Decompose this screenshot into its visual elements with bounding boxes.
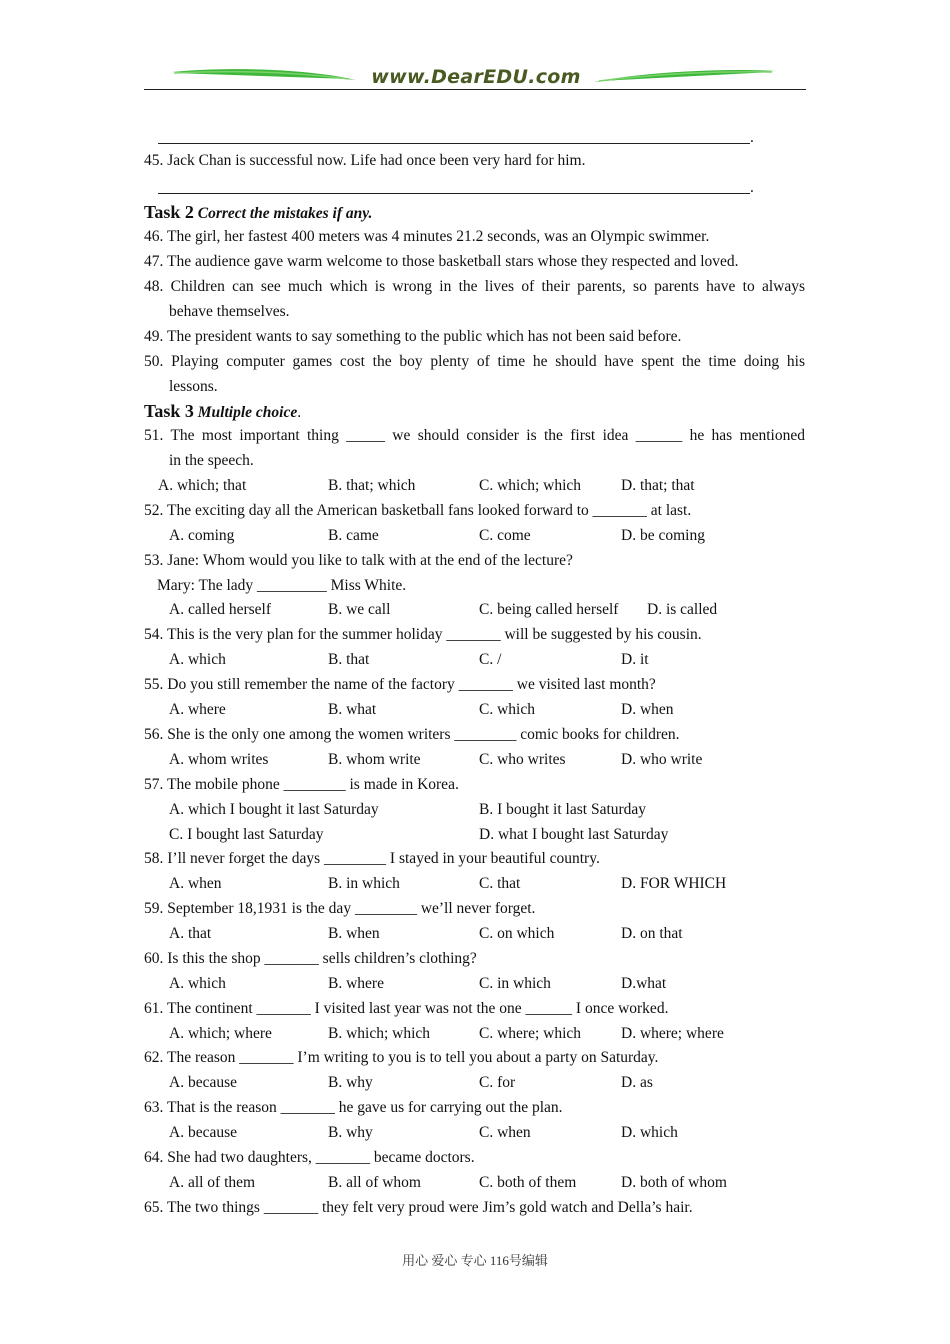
question-58: 58. I’ll never forget the days ________ I stayed in your beautiful country.	[144, 850, 600, 867]
option-b[interactable]: B. why	[328, 1074, 373, 1091]
option-b[interactable]: B. I bought it last Saturday	[479, 801, 647, 818]
option-c[interactable]: C. /	[479, 651, 502, 668]
question-46: 46. The girl, her fastest 400 meters was 4 minutes 21.2 seconds, was an Olympic swimmer.	[144, 228, 710, 245]
option-a[interactable]: A. when	[169, 875, 222, 892]
task-2-heading	[144, 202, 372, 224]
option-a[interactable]: A. coming	[169, 527, 235, 544]
option-a[interactable]: A. because	[169, 1074, 237, 1091]
option-d[interactable]: D. it	[621, 651, 649, 668]
option-a[interactable]: A. all of them	[169, 1174, 256, 1191]
option-c[interactable]: C. when	[479, 1124, 531, 1141]
option-b[interactable]: B. came	[328, 527, 379, 544]
question-64: 64. She had two daughters, _______ became doctors.	[144, 1149, 475, 1166]
option-b[interactable]: B. whom write	[328, 751, 421, 768]
option-a[interactable]: A. where	[169, 701, 226, 718]
option-c[interactable]: C. which; which	[479, 477, 582, 494]
question-63: 63. That is the reason _______ he gave us for carrying out the plan.	[144, 1099, 563, 1116]
option-d[interactable]: D. be coming	[621, 527, 705, 544]
option-b[interactable]: B. all of whom	[328, 1174, 421, 1191]
question-60: 60. Is this the shop _______ sells children’s clothing?	[144, 950, 477, 967]
option-c[interactable]: C. who writes	[479, 751, 566, 768]
option-c[interactable]: C. both of them	[479, 1174, 577, 1191]
option-a[interactable]: A. which I bought it last Saturday	[169, 801, 379, 818]
question-50-line2: lessons.	[169, 378, 218, 395]
task-description: Multiple choice	[197, 404, 298, 421]
option-b[interactable]: B. what	[328, 701, 377, 718]
option-d[interactable]: D. FOR WHICH	[621, 875, 727, 892]
option-d[interactable]: D. which	[621, 1124, 678, 1141]
question-48-line2: behave themselves.	[169, 303, 290, 320]
question-65: 65. The two things _______ they felt very proud were Jim’s gold watch and Della’s hair.	[144, 1199, 693, 1216]
option-d[interactable]: D. as	[621, 1074, 653, 1091]
option-c[interactable]: C. where; which	[479, 1025, 582, 1042]
task-3-heading: Task 3 Multiple choice.	[144, 401, 302, 421]
option-b[interactable]: B. when	[328, 925, 380, 942]
option-d[interactable]: D. both of whom	[621, 1174, 727, 1191]
option-d[interactable]: D. that; that	[621, 477, 695, 494]
question-61: 61. The continent _______ I visited last year was not the one ______ I once worked.	[144, 1000, 669, 1017]
option-d[interactable]: D. where; where	[621, 1025, 724, 1042]
task-name: Task 3	[144, 401, 194, 421]
option-b[interactable]: B. we call	[328, 601, 391, 618]
question-56: 56. She is the only one among the women writers ________ comic books for children.	[144, 726, 680, 743]
question-45: 45. Jack Chan is successful now. Life had once been very hard for him.	[144, 152, 586, 169]
option-c[interactable]: C. being called herself	[479, 601, 619, 618]
option-a[interactable]: A. called herself	[169, 601, 271, 618]
option-c[interactable]: C. on which	[479, 925, 555, 942]
question-57: 57. The mobile phone ________ is made in Korea.	[144, 776, 459, 793]
option-d[interactable]: D. when	[621, 701, 674, 718]
option-a[interactable]: A. which; that	[158, 477, 247, 494]
question-55: 55. Do you still remember the name of the factory _______ we visited last month?	[144, 676, 656, 693]
option-d[interactable]: D. is called	[647, 601, 718, 618]
question-62: 62. The reason _______ I’m writing to you is to tell you about a party on Saturday.	[144, 1049, 659, 1066]
question-47: 47. The audience gave warm welcome to those basketball stars whose they respected and loved.	[144, 253, 739, 270]
header-divider	[144, 89, 806, 90]
answer-blank-period: .	[750, 129, 754, 146]
option-c[interactable]: C. for	[479, 1074, 516, 1091]
question-50-line1: 50. Playing computer games cost the boy plenty of time he should have spent the time doing his	[144, 353, 805, 370]
option-c[interactable]: C. which	[479, 701, 535, 718]
option-b[interactable]: B. in which	[328, 875, 400, 892]
question-54: 54. This is the very plan for the summer holiday _______ will be suggested by his cousin.	[144, 626, 702, 643]
question-59: 59. September 18,1931 is the day ________ we’ll never forget.	[144, 900, 536, 917]
option-d[interactable]: D.what	[621, 975, 667, 992]
option-a[interactable]: A. whom writes	[169, 751, 269, 768]
option-a[interactable]: A. that	[169, 925, 212, 942]
question-53-line1: 53. Jane: Whom would you like to talk with at the end of the lecture?	[144, 552, 573, 569]
option-a[interactable]: A. which; where	[169, 1025, 272, 1042]
option-a[interactable]: A. which	[169, 651, 226, 668]
question-52: 52. The exciting day all the American basketball fans looked forward to _______ at last.	[144, 502, 692, 519]
option-d[interactable]: D. what I bought last Saturday	[479, 826, 669, 843]
option-a[interactable]: A. which	[169, 975, 226, 992]
task-description: Correct the mistakes if any.	[197, 205, 373, 222]
question-51-line1: 51. The most important thing _____ we should consider is the first idea ______ he has mentioned	[144, 427, 805, 444]
question-49: 49. The president wants to say something to the public which has not been said before.	[144, 328, 682, 345]
option-b[interactable]: B. which; which	[328, 1025, 431, 1042]
answer-blank-period: .	[750, 179, 754, 196]
question-48-line1: 48. Children can see much which is wrong in the lives of their parents, so parents have to always	[144, 278, 805, 295]
option-b[interactable]: B. that	[328, 651, 370, 668]
page-footer: 用心 爱心 专心 116号编辑	[402, 1253, 548, 1268]
question-53-line2: Mary: The lady _________ Miss White.	[157, 577, 407, 594]
option-b[interactable]: B. why	[328, 1124, 373, 1141]
task-name: Task 2	[144, 202, 194, 222]
question-51-line2: in the speech.	[169, 452, 254, 469]
option-d[interactable]: D. on that	[621, 925, 683, 942]
site-logo-text: www.DearEDU.com	[371, 66, 581, 88]
option-d[interactable]: D. who write	[621, 751, 703, 768]
option-c[interactable]: C. come	[479, 527, 531, 544]
option-c[interactable]: C. that	[479, 875, 521, 892]
option-b[interactable]: B. that; which	[328, 477, 416, 494]
answer-blank-45[interactable]	[158, 193, 750, 194]
answer-blank-44[interactable]	[158, 143, 750, 144]
option-c[interactable]: C. I bought last Saturday	[169, 826, 324, 843]
option-c[interactable]: C. in which	[479, 975, 551, 992]
option-a[interactable]: A. because	[169, 1124, 237, 1141]
option-b[interactable]: B. where	[328, 975, 384, 992]
